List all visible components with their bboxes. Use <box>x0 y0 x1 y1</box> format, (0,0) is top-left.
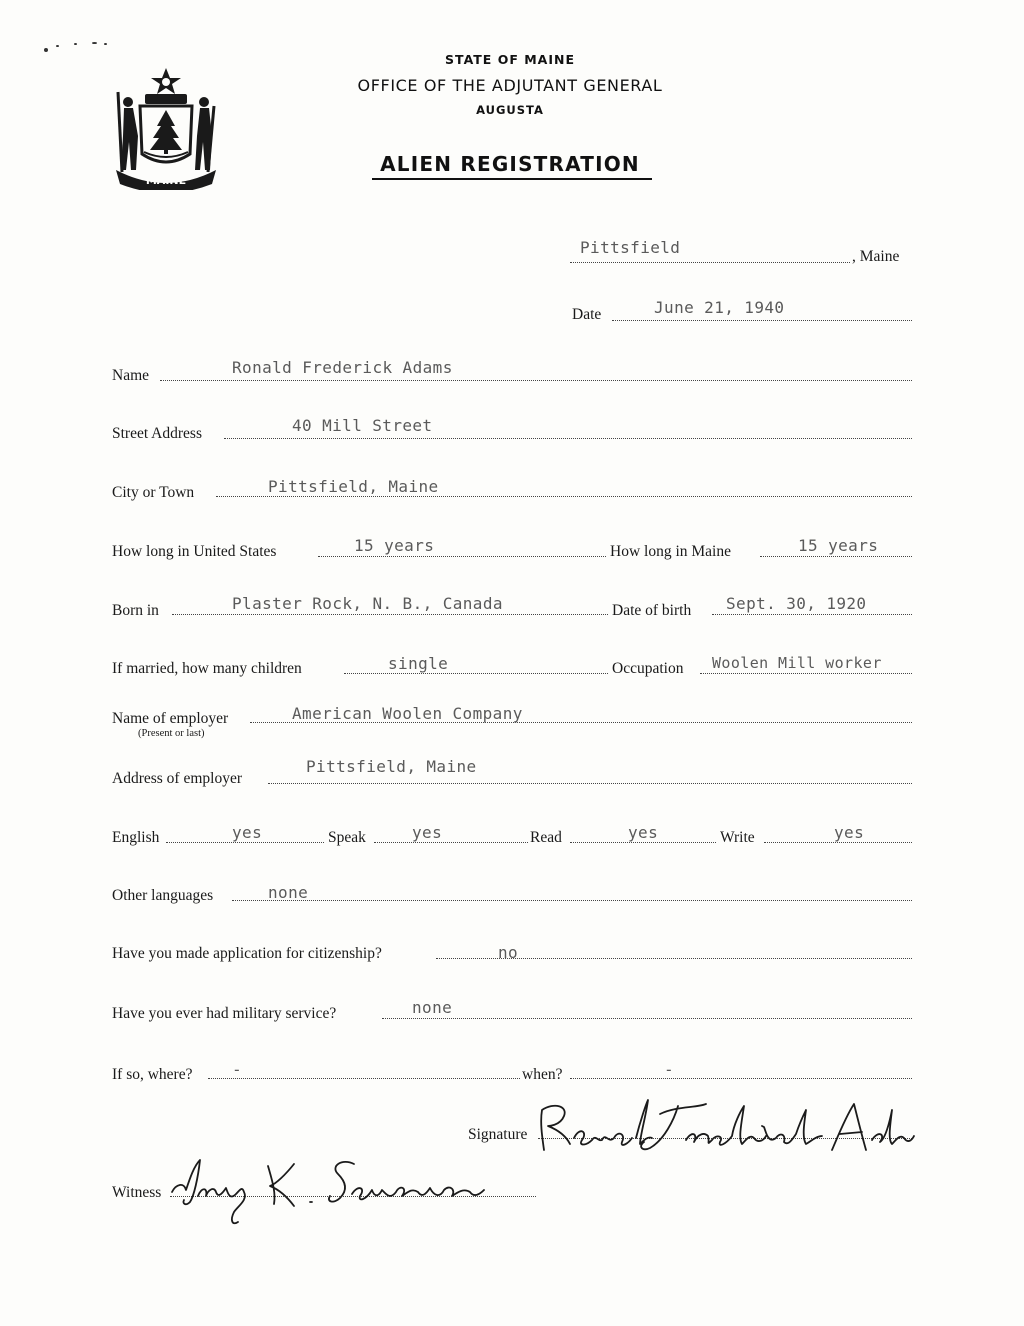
street-label: Street Address <box>112 425 202 442</box>
title-underline <box>372 178 652 180</box>
born-line <box>172 614 608 615</box>
employer-sublabel: (Present or last) <box>138 728 205 739</box>
born-label: Born in <box>112 602 159 619</box>
years-maine-value: 15 years <box>798 536 879 555</box>
dob-value: Sept. 30, 1920 <box>726 594 867 613</box>
city-value: Pittsfield, Maine <box>268 477 439 496</box>
form-title: ALIEN REGISTRATION <box>380 152 640 176</box>
employer-address-value: Pittsfield, Maine <box>306 757 477 776</box>
witness-label: Witness <box>112 1184 162 1201</box>
town-line <box>570 262 850 263</box>
where-value: - <box>232 1060 243 1079</box>
date-label: Date <box>572 306 602 323</box>
years-maine-label: How long in Maine <box>610 543 731 560</box>
when-line <box>570 1078 912 1079</box>
other-languages-value: none <box>268 883 309 902</box>
read-line <box>570 842 716 843</box>
read-value: yes <box>628 823 659 842</box>
military-value: none <box>412 998 453 1017</box>
children-line <box>344 673 608 674</box>
employer-label: Name of employer <box>112 710 229 727</box>
state-heading: STATE OF MAINE <box>445 52 575 67</box>
city-line <box>216 496 912 497</box>
when-value: - <box>664 1060 675 1079</box>
ink-speck <box>56 45 59 47</box>
where-line <box>208 1078 520 1079</box>
english-value: yes <box>232 823 263 842</box>
street-line <box>224 438 912 439</box>
name-value: Ronald Frederick Adams <box>232 358 453 377</box>
town-value: Pittsfield <box>580 238 681 257</box>
born-value: Plaster Rock, N. B., Canada <box>232 594 503 613</box>
occupation-line <box>700 673 912 674</box>
when-label: when? <box>522 1066 563 1083</box>
children-value: single <box>388 654 449 673</box>
military-line <box>382 1018 912 1019</box>
name-line <box>160 380 912 381</box>
speak-value: yes <box>412 823 443 842</box>
dob-label: Date of birth <box>612 602 692 619</box>
employer-value: American Woolen Company <box>292 704 523 723</box>
ink-speck <box>104 43 107 45</box>
ink-speck <box>44 48 48 52</box>
english-label: English <box>112 829 160 846</box>
signature-label: Signature <box>468 1126 528 1143</box>
children-label: If married, how many children <box>112 660 302 677</box>
street-value: 40 Mill Street <box>292 416 433 435</box>
write-value: yes <box>834 823 865 842</box>
city-heading: AUGUSTA <box>476 103 544 117</box>
write-label: Write <box>720 829 755 846</box>
applicant-signature <box>536 1096 916 1156</box>
speak-label: Speak <box>328 829 366 846</box>
occupation-value: Woolen Mill worker <box>712 654 882 672</box>
employer-address-label: Address of employer <box>112 770 242 787</box>
employer-address-line <box>268 783 912 784</box>
other-languages-label: Other languages <box>112 887 214 904</box>
date-value: June 21, 1940 <box>654 298 785 317</box>
occupation-label: Occupation <box>612 660 684 677</box>
citizenship-label: Have you made application for citizenship? <box>112 945 382 962</box>
city-label: City or Town <box>112 484 195 501</box>
office-heading: OFFICE OF THE ADJUTANT GENERAL <box>357 76 663 95</box>
dob-line <box>712 614 912 615</box>
ink-speck <box>74 43 77 45</box>
maine-seal-icon <box>112 66 220 190</box>
other-languages-line <box>232 900 912 901</box>
speak-line <box>374 842 528 843</box>
military-label: Have you ever had military service? <box>112 1005 337 1022</box>
years-us-value: 15 years <box>354 536 435 555</box>
town-suffix: , Maine <box>852 248 900 265</box>
where-label: If so, where? <box>112 1066 193 1083</box>
seal-banner: MAINE <box>145 174 187 187</box>
years-us-label: How long in United States <box>112 543 277 560</box>
years-maine-line <box>760 556 912 557</box>
witness-signature <box>168 1150 488 1230</box>
write-line <box>764 842 912 843</box>
date-line <box>612 320 912 321</box>
read-label: Read <box>530 829 562 846</box>
citizenship-value: no <box>498 943 519 962</box>
english-line <box>166 842 324 843</box>
years-us-line <box>318 556 606 557</box>
ink-speck <box>92 42 97 44</box>
name-label: Name <box>112 367 150 384</box>
